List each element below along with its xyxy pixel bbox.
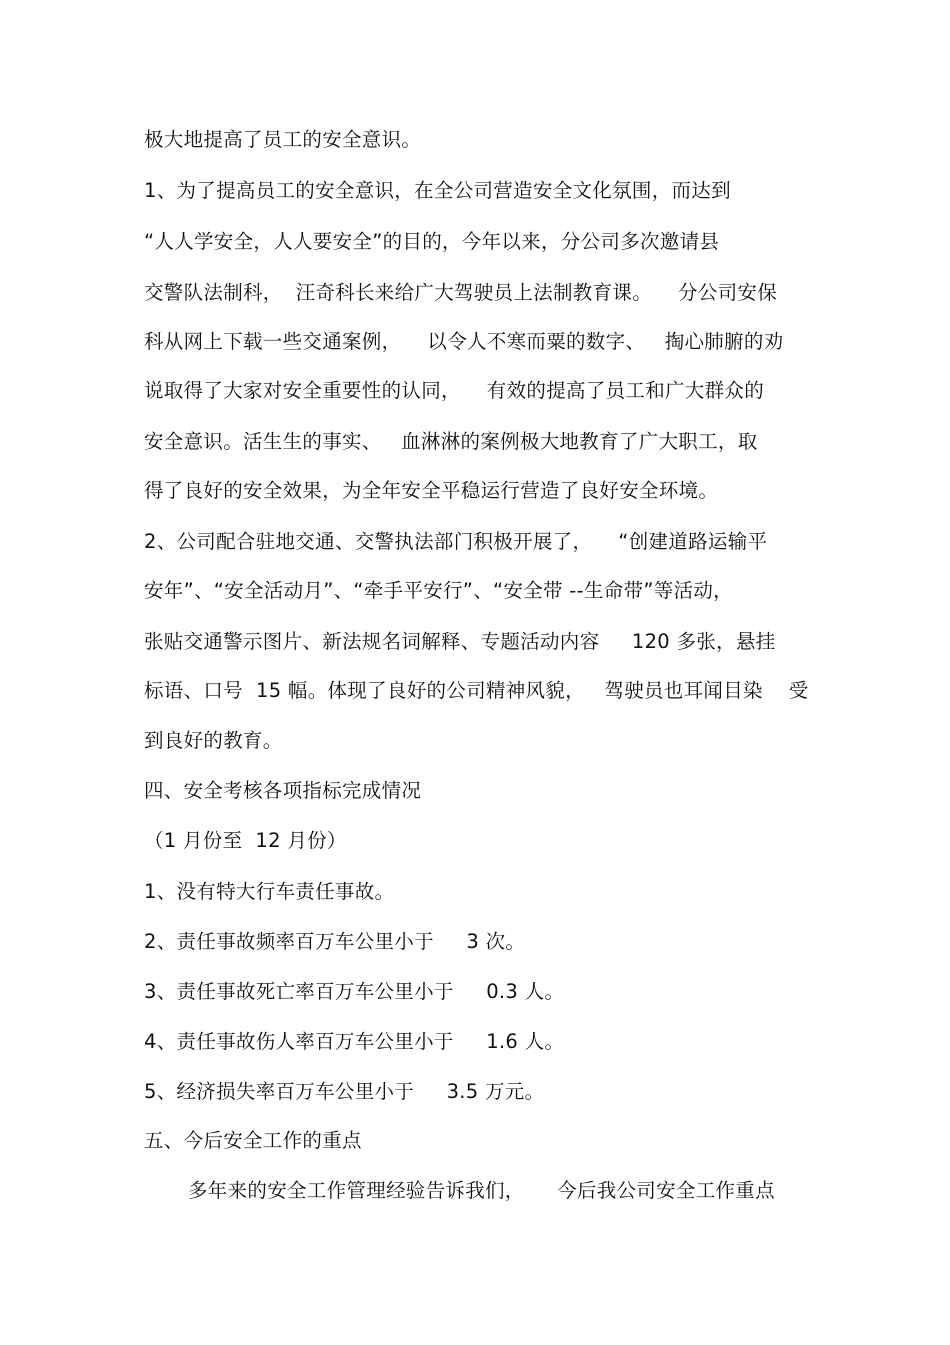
list-item: 4、责任事故伤人率百万车公里小于 1.6 人。: [144, 1030, 565, 1053]
text-line: 极大地提高了员工的安全意识。: [144, 128, 422, 151]
text-line: 交警队法制科， 汪奇科长来给广大驾驶员上法制教育课。 分公司安保: [144, 281, 777, 304]
text-line: 标语、口号 15 幅。体现了良好的公司精神风貌， 驾驶员也耳闻目染 受: [144, 679, 809, 702]
section-heading: 五、今后安全工作的重点: [144, 1129, 362, 1152]
text-line: 张贴交通警示图片、新法规名词解释、专题活动内容 120 多张，悬挂: [144, 630, 776, 653]
list-item: 1、没有特大行车责任事故。: [144, 880, 395, 903]
text-line: 到良好的教育。: [144, 729, 283, 752]
text-line: 多年来的安全工作管理经验告诉我们， 今后我公司安全工作重点: [188, 1179, 775, 1202]
text-line: 科从网上下载一些交通案例， 以令人不寒而粟的数字、 掏心肺腑的劝: [144, 330, 784, 353]
text-line: 2、公司配合驻地交通、交警执法部门积极开展了， “创建道路运输平: [144, 530, 768, 553]
list-item: 5、经济损失率百万车公里小于 3.5 万元。: [144, 1080, 545, 1103]
list-item: 2、责任事故频率百万车公里小于 3 次。: [144, 930, 526, 953]
text-line: （1 月份至 12 月份）: [144, 829, 347, 852]
text-line: 1、为了提高员工的安全意识，在全公司营造安全文化氛围，而达到: [144, 179, 731, 202]
list-item: 3、责任事故死亡率百万车公里小于 0.3 人。: [144, 980, 565, 1003]
text-line: 安年”、“安全活动月”、“牵手平安行”、“安全带 --生命带”等活动，: [144, 579, 733, 602]
text-line: “人人学安全，人人要安全”的目的，今年以来，分公司多次邀请县: [144, 230, 720, 253]
section-heading: 四、安全考核各项指标完成情况: [144, 779, 422, 802]
text-line: 得了良好的安全效果，为全年安全平稳运行营造了良好安全环境。: [144, 479, 719, 502]
text-line: 说取得了大家对安全重要性的认同， 有效的提高了员工和广大群众的: [144, 379, 764, 402]
text-line: 安全意识。活生生的事实、 血淋淋的案例极大地教育了广大职工，取: [144, 430, 758, 453]
